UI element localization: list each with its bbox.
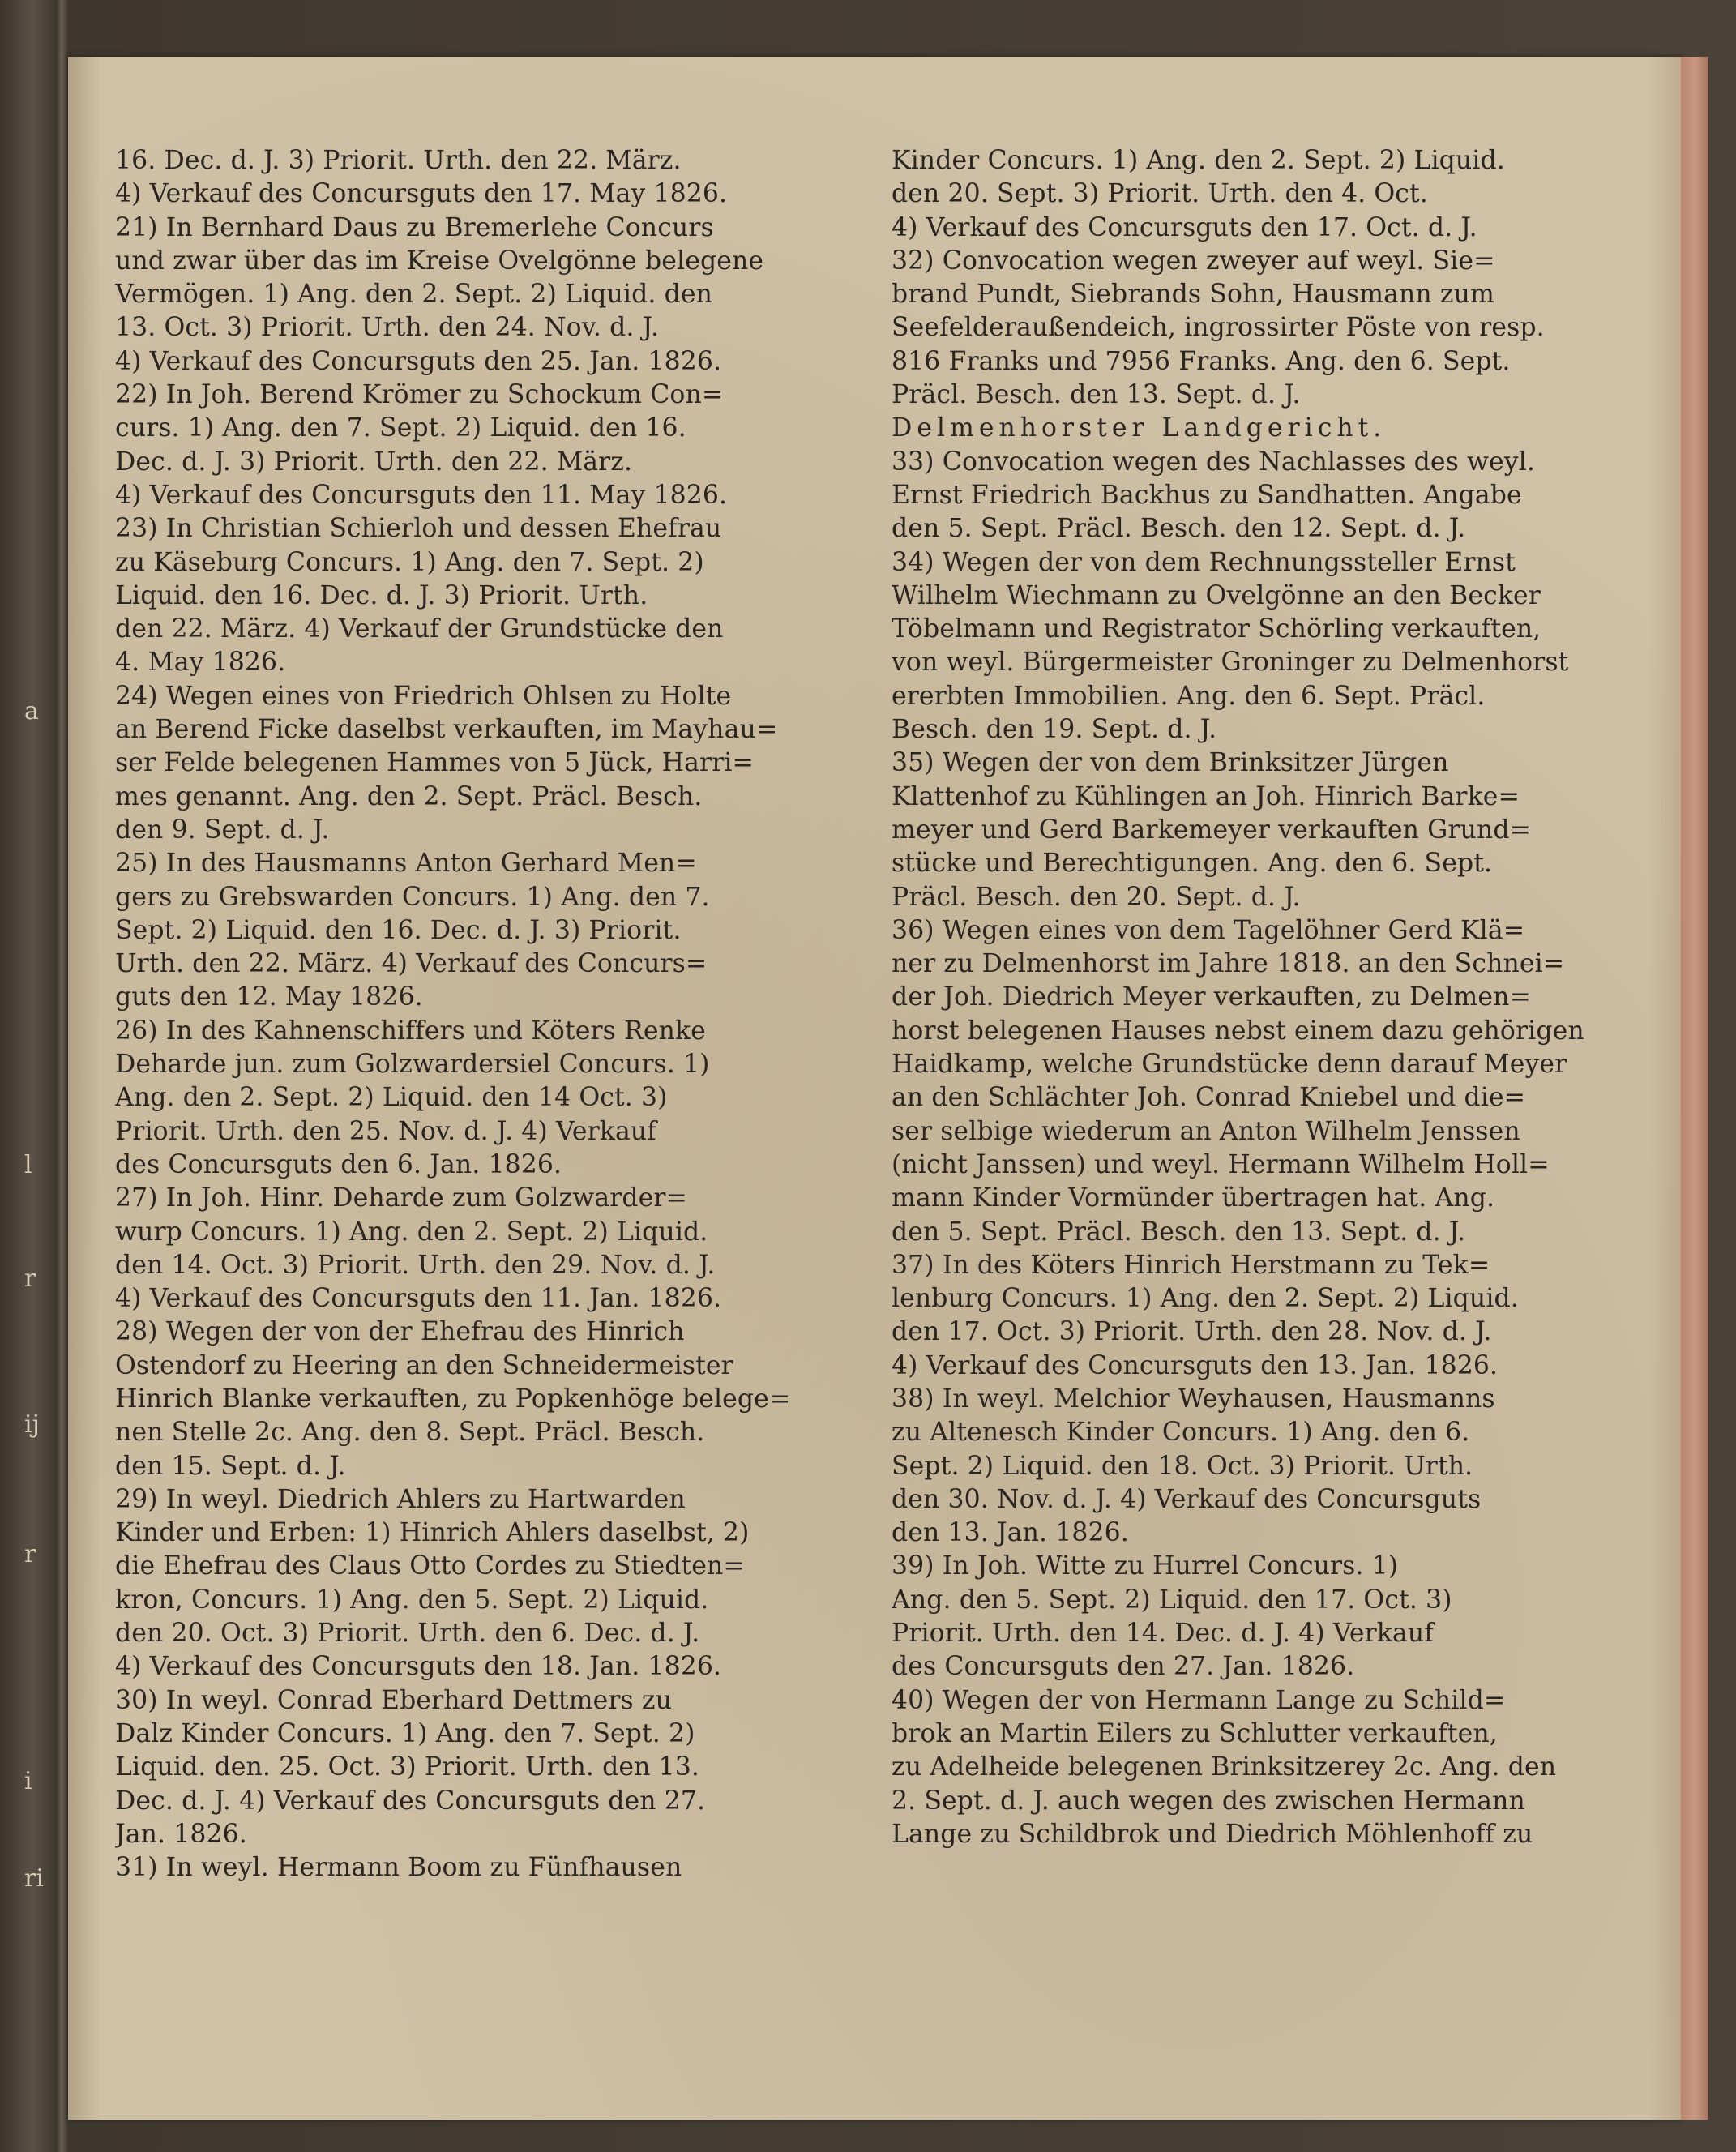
left-column-line: Dalz Kinder Concurs. 1) Ang. den 7. Sept. 2) bbox=[115, 1718, 695, 1748]
left-text-column bbox=[115, 144, 857, 1885]
left-column-line: 4) Verkauf des Concursguts den 17. May 1826. bbox=[115, 179, 728, 209]
left-column-line: gers zu Grebswarden Concurs. 1) Ang. den 7. bbox=[115, 882, 710, 912]
right-column-line: 39) In Joh. Witte zu Hurrel Concurs. 1) bbox=[892, 1551, 1399, 1581]
left-column-line: 26) In des Kahnenschiffers und Köters Renke bbox=[115, 1016, 706, 1046]
right-column-line: mann Kinder Vormünder übertragen hat. Ang. bbox=[892, 1183, 1495, 1213]
left-column-line: und zwar über das im Kreise Ovelgönne belegene bbox=[115, 246, 764, 276]
right-column-line: Haidkamp, welche Grundstücke denn darauf Meyer bbox=[892, 1050, 1567, 1080]
left-column-line: mes genannt. Ang. den 2. Sept. Präcl. Besch. bbox=[115, 781, 703, 811]
right-column-line: stücke und Berechtigungen. Ang. den 6. Sept. bbox=[892, 849, 1493, 879]
right-column-line: den 13. Jan. 1826. bbox=[892, 1518, 1129, 1548]
left-column-line: Ang. den 2. Sept. 2) Liquid. den 14 Oct. 3) bbox=[115, 1083, 668, 1113]
left-column-line: ser Felde belegenen Hammes von 5 Jück, Harri= bbox=[115, 748, 755, 778]
right-column-line: 32) Convocation wegen zweyer auf weyl. Sie= bbox=[892, 246, 1495, 276]
left-column-line: 4) Verkauf des Concursguts den 18. Jan. 1826. bbox=[115, 1652, 722, 1682]
left-column-line: die Ehefrau des Claus Otto Cordes zu Stiedten= bbox=[115, 1551, 745, 1581]
left-column-line: 24) Wegen eines von Friedrich Ohlsen zu Holte bbox=[115, 681, 732, 711]
left-column-line: Kinder und Erben: 1) Hinrich Ahlers daselbst, 2) bbox=[115, 1518, 750, 1548]
right-column-line: 38) In weyl. Melchior Weyhausen, Hausmanns bbox=[892, 1384, 1495, 1414]
margin-mark: ij bbox=[24, 1410, 40, 1439]
right-column-line: Präcl. Besch. den 13. Sept. d. J. bbox=[892, 380, 1301, 410]
right-column-line: brand Pundt, Siebrands Sohn, Hausmann zum bbox=[892, 280, 1494, 310]
left-column-line: Urth. den 22. März. 4) Verkauf des Concurs= bbox=[115, 949, 708, 979]
left-column-line: des Concursguts den 6. Jan. 1826. bbox=[115, 1149, 562, 1179]
left-column-line: 30) In weyl. Conrad Eberhard Dettmers zu bbox=[115, 1685, 673, 1715]
right-column-line: brok an Martin Eilers zu Schlutter verkauften, bbox=[892, 1718, 1498, 1748]
margin-mark: i bbox=[24, 1767, 32, 1795]
right-column-line: 33) Convocation wegen des Nachlasses des weyl. bbox=[892, 447, 1535, 477]
right-column-line: 37) In des Köters Hinrich Herstmann zu Tek= bbox=[892, 1250, 1490, 1280]
right-column-line: 4) Verkauf des Concursguts den 13. Jan. 1826. bbox=[892, 1350, 1499, 1380]
left-column-line: 4) Verkauf des Concursguts den 25. Jan. 1826. bbox=[115, 346, 722, 376]
section-heading: Delmenhorster Landgericht. bbox=[892, 413, 1387, 443]
left-column-line: Dec. d. J. 4) Verkauf des Concursguts den 27. bbox=[115, 1786, 706, 1816]
left-column-line: 4) Verkauf des Concursguts den 11. Jan. 1826. bbox=[115, 1284, 722, 1314]
right-column-line: lenburg Concurs. 1) Ang. den 2. Sept. 2) Liquid. bbox=[892, 1284, 1519, 1314]
margin-mark: l bbox=[24, 1151, 32, 1179]
right-column-line: 34) Wegen der von dem Rechnungssteller Ernst bbox=[892, 547, 1516, 577]
right-column-line: den 5. Sept. Präcl. Besch. den 12. Sept. d. J. bbox=[892, 514, 1466, 544]
right-column-line: Töbelmann und Registrator Schörling verkauften, bbox=[892, 614, 1541, 644]
left-column-line: zu Käseburg Concurs. 1) Ang. den 7. Sept. 2) bbox=[115, 547, 704, 577]
right-column-line: Ang. den 5. Sept. 2) Liquid. den 17. Oct. 3) bbox=[892, 1585, 1452, 1615]
right-column-line: Ernst Friedrich Backhus zu Sandhatten. Angabe bbox=[892, 480, 1522, 510]
left-column-line: den 14. Oct. 3) Priorit. Urth. den 29. Nov. d. J. bbox=[115, 1250, 716, 1280]
right-column-line: horst belegenen Hauses nebst einem dazu gehörigen bbox=[892, 1016, 1584, 1046]
left-column-line: 29) In weyl. Diedrich Ahlers zu Hartwarden bbox=[115, 1484, 686, 1514]
left-column-line: den 15. Sept. d. J. bbox=[115, 1451, 346, 1481]
right-column-line: 40) Wegen der von Hermann Lange zu Schild= bbox=[892, 1685, 1506, 1715]
right-column-line: Wilhelm Wiechmann zu Ovelgönne an den Becker bbox=[892, 580, 1541, 610]
left-column-line: den 9. Sept. d. J. bbox=[115, 815, 330, 845]
left-column-line: Vermögen. 1) Ang. den 2. Sept. 2) Liquid. den bbox=[115, 280, 712, 310]
left-column-line: curs. 1) Ang. den 7. Sept. 2) Liquid. den 16. bbox=[115, 413, 686, 443]
right-column-line: des Concursguts den 27. Jan. 1826. bbox=[892, 1652, 1355, 1682]
right-column-line: Besch. den 19. Sept. d. J. bbox=[892, 715, 1217, 745]
page-edge-binding bbox=[1681, 57, 1708, 2120]
right-column-line: Kinder Concurs. 1) Ang. den 2. Sept. 2) Liquid. bbox=[892, 146, 1505, 175]
right-column-line: 35) Wegen der von dem Brinksitzer Jürgen bbox=[892, 748, 1449, 778]
margin-mark: r bbox=[24, 1540, 36, 1568]
left-column-line: Liquid. den. 25. Oct. 3) Priorit. Urth. den 13. bbox=[115, 1752, 700, 1782]
left-column-line: 21) In Bernhard Daus zu Bremerlehe Concurs bbox=[115, 212, 714, 242]
left-column-line: Hinrich Blanke verkauften, zu Popkenhöge belege= bbox=[115, 1384, 791, 1414]
right-column-line: den 17. Oct. 3) Priorit. Urth. den 28. Nov. d. J. bbox=[892, 1317, 1492, 1347]
left-column-line: Sept. 2) Liquid. den 16. Dec. d. J. 3) Priorit. bbox=[115, 915, 682, 945]
left-column-line: 16. Dec. d. J. 3) Priorit. Urth. den 22. März. bbox=[115, 146, 682, 175]
left-column-line: Priorit. Urth. den 25. Nov. d. J. 4) Verkauf bbox=[115, 1116, 657, 1146]
previous-page-edge bbox=[0, 0, 68, 2152]
left-column-line: an Berend Ficke daselbst verkauften, im Mayhau= bbox=[115, 715, 778, 745]
left-column-line: 27) In Joh. Hinr. Deharde zum Golzwarder= bbox=[115, 1183, 688, 1213]
right-column-line: Seefelderaußendeich, ingrossirter Pöste von resp. bbox=[892, 313, 1545, 343]
left-column-line: 22) In Joh. Berend Krömer zu Schockum Con= bbox=[115, 380, 724, 410]
right-column-line: den 20. Sept. 3) Priorit. Urth. den 4. Oct. bbox=[892, 179, 1428, 209]
right-column-line: ser selbige wiederum an Anton Wilhelm Jenssen bbox=[892, 1116, 1520, 1146]
left-column-line: Deharde jun. zum Golzwardersiel Concurs. 1) bbox=[115, 1050, 710, 1080]
margin-mark: r bbox=[24, 1264, 36, 1293]
left-column-line: den 20. Oct. 3) Priorit. Urth. den 6. Dec. d. J. bbox=[115, 1619, 700, 1649]
right-column-line: 2. Sept. d. J. auch wegen des zwischen Hermann bbox=[892, 1786, 1525, 1816]
left-column-line: Ostendorf zu Heering an den Schneidermeister bbox=[115, 1350, 733, 1380]
margin-mark: ri bbox=[24, 1864, 44, 1893]
right-column-line: von weyl. Bürgermeister Groninger zu Delmenhorst bbox=[892, 648, 1569, 678]
right-column-line: ner zu Delmenhorst im Jahre 1818. an den Schnei= bbox=[892, 949, 1565, 979]
margin-mark: a bbox=[24, 697, 39, 725]
right-column-line: Präcl. Besch. den 20. Sept. d. J. bbox=[892, 882, 1301, 912]
right-column-line: 4) Verkauf des Concursguts den 17. Oct. d. J. bbox=[892, 212, 1477, 242]
left-column-line: Liquid. den 16. Dec. d. J. 3) Priorit. Urth. bbox=[115, 580, 648, 610]
left-column-line: 4. May 1826. bbox=[115, 648, 286, 678]
left-column-line: 31) In weyl. Hermann Boom zu Fünfhausen bbox=[115, 1853, 682, 1883]
right-column-line: meyer und Gerd Barkemeyer verkauften Grund= bbox=[892, 815, 1532, 845]
right-column-line: den 5. Sept. Präcl. Besch. den 13. Sept. d. J. bbox=[892, 1217, 1466, 1247]
right-column-line: der Joh. Diedrich Meyer verkauften, zu Delmen= bbox=[892, 982, 1531, 1012]
right-column-line: Priorit. Urth. den 14. Dec. d. J. 4) Verkauf bbox=[892, 1619, 1434, 1649]
left-column-line: 4) Verkauf des Concursguts den 11. May 1826. bbox=[115, 480, 728, 510]
right-column-line: den 30. Nov. d. J. 4) Verkauf des Concursguts bbox=[892, 1484, 1482, 1514]
left-column-line: 28) Wegen der von der Ehefrau des Hinrich bbox=[115, 1317, 685, 1347]
left-column-line: den 22. März. 4) Verkauf der Grundstücke den bbox=[115, 614, 724, 644]
right-text-column bbox=[892, 144, 1645, 1851]
right-column-line: 36) Wegen eines von dem Tagelöhner Gerd Klä= bbox=[892, 915, 1525, 945]
left-column-line: Dec. d. J. 3) Priorit. Urth. den 22. März. bbox=[115, 447, 633, 477]
right-column-line: (nicht Janssen) und weyl. Hermann Wilhelm Holl= bbox=[892, 1149, 1550, 1179]
left-column-line: 13. Oct. 3) Priorit. Urth. den 24. Nov. d. J. bbox=[115, 313, 659, 343]
right-column-line: Sept. 2) Liquid. den 18. Oct. 3) Priorit. Urth. bbox=[892, 1451, 1473, 1481]
left-column-line: wurp Concurs. 1) Ang. den 2. Sept. 2) Liquid. bbox=[115, 1217, 708, 1247]
right-column-line: zu Altenesch Kinder Concurs. 1) Ang. den 6. bbox=[892, 1418, 1470, 1448]
right-column-line: Lange zu Schildbrok und Diedrich Möhlenhoff zu bbox=[892, 1819, 1533, 1849]
right-column-line: zu Adelheide belegenen Brinksitzerey 2c. Ang. den bbox=[892, 1752, 1557, 1782]
right-column-line: Klattenhof zu Kühlingen an Joh. Hinrich Barke= bbox=[892, 781, 1520, 811]
right-column-line: ererbten Immobilien. Ang. den 6. Sept. Präcl. bbox=[892, 681, 1486, 711]
left-column-line: nen Stelle 2c. Ang. den 8. Sept. Präcl. Besch. bbox=[115, 1418, 705, 1448]
left-column-line: kron, Concurs. 1) Ang. den 5. Sept. 2) Liquid. bbox=[115, 1585, 709, 1615]
right-column-line: 816 Franks und 7956 Franks. Ang. den 6. Sept. bbox=[892, 346, 1511, 376]
left-column-line: 25) In des Hausmanns Anton Gerhard Men= bbox=[115, 849, 697, 879]
left-column-line: 23) In Christian Schierloh und dessen Ehefrau bbox=[115, 514, 722, 544]
left-column-line: Jan. 1826. bbox=[115, 1819, 247, 1849]
left-column-line: guts den 12. May 1826. bbox=[115, 982, 423, 1012]
right-column-line: an den Schlächter Joh. Conrad Kniebel und die= bbox=[892, 1083, 1526, 1113]
